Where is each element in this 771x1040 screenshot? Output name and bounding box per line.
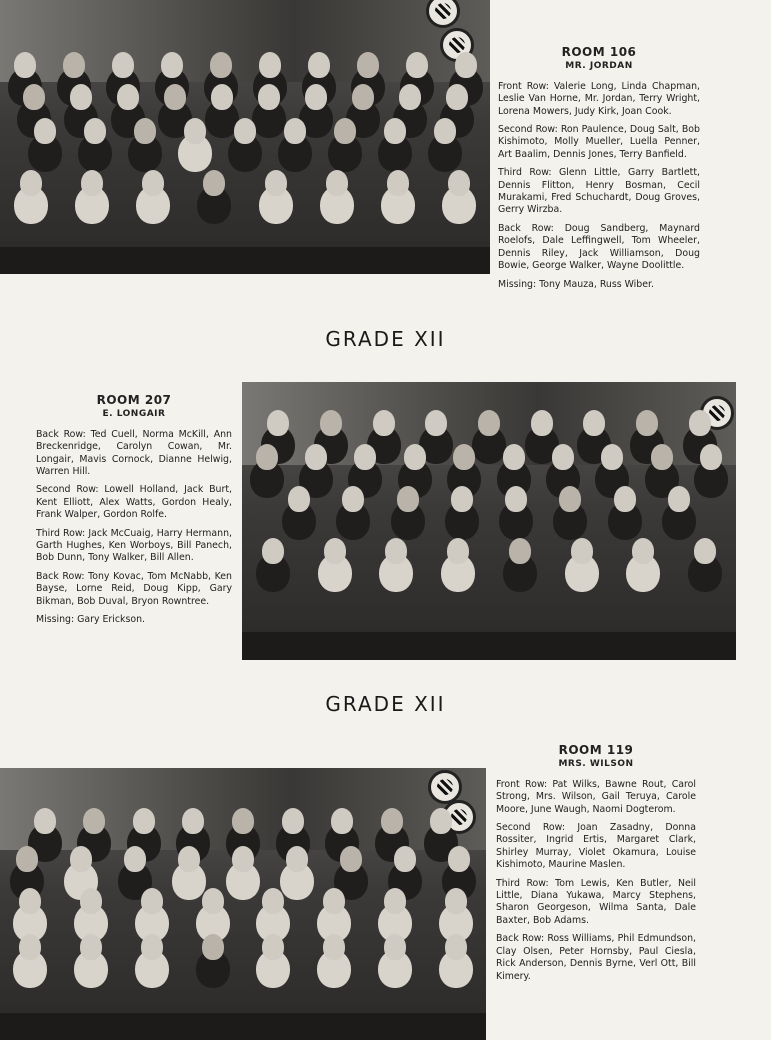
row-names: Third Row: Jack McCuaig, Harry Hermann, Garth Hughes, Ken Worboys, Bill Panech, Bob Dunn, Tony Walker, Bill Allen. xyxy=(36,527,232,564)
row-names: Second Row: Joan Zasadny, Donna Rossiter, Ingrid Ertis, Margaret Clark, Shirley Murray, Violet Okamura, Louise Kishimoto, Maurine Maslen. xyxy=(496,822,696,871)
room-title: ROOM 106 xyxy=(561,45,637,59)
room-119-caption xyxy=(496,744,696,989)
row-names: Front Row: Pat Wilks, Bawne Rout, Carol Strong, Mrs. Wilson, Gail Teruya, Carole Moore, June Waugh, Naomi Dogterom. xyxy=(496,778,696,815)
room-106-class-photo xyxy=(0,0,490,274)
room-207-class-photo xyxy=(242,382,736,660)
grade-heading: GRADE XII xyxy=(325,692,446,716)
grade-heading: GRADE XII xyxy=(325,327,446,351)
row-names: Third Row: Tom Lewis, Ken Butler, Neil Little, Diana Yukawa, Marcy Stephens, Sharon Georgeson, Wilma Santa, Dale Baxter, Bob Adams. xyxy=(496,877,696,926)
missing-names: Missing: Gary Erickson. xyxy=(36,614,145,626)
missing-names: Missing: Tony Mauza, Russ Wiber. xyxy=(498,278,654,290)
room-119-class-photo xyxy=(0,768,486,1040)
teacher-name: MR. JORDAN xyxy=(565,61,633,72)
row-names: Back Row: Doug Sandberg, Maynard Roelofs, Dale Leffingwell, Tom Wheeler, Dennis Riley, Jack Williamson, Doug Bowie, George Walker, Wayne Doolittle. xyxy=(498,222,700,272)
teacher-name: E. LONGAIR xyxy=(102,409,166,420)
row-names: Third Row: Glenn Little, Garry Bartlett, Dennis Flitton, Henry Bosman, Cecil Murakami, Fred Schuchardt, Doug Groves, Gerry Wirzba. xyxy=(498,167,700,216)
room-207-caption xyxy=(36,394,232,633)
row-names: Front Row: Valerie Long, Linda Chapman, Leslie Van Horne, Mr. Jordan, Terry Wright, Lorena Mowers, Judy Kirk, Joan Cook. xyxy=(498,80,700,117)
room-title: ROOM 119 xyxy=(558,743,634,757)
row-names: Second Row: Ron Paulence, Doug Salt, Bob Kishimoto, Molly Mueller, Luella Penner, Art Baalim, Dennis Jones, Terry Banfield. xyxy=(498,124,700,160)
room-106-caption xyxy=(498,46,700,297)
teacher-name: MRS. WILSON xyxy=(558,759,634,770)
row-names: Second Row: Lowell Holland, Jack Burt, Kent Elliott, Alex Watts, Gordon Healy, Frank Walper, Gordon Rolfe. xyxy=(36,484,232,521)
row-names: Back Row: Ross Williams, Phil Edmundson, Clay Olsen, Peter Hornsby, Paul Ciesla, Rick Anderson, Dennis Byrne, Verl Ott, Bill Kimery. xyxy=(496,933,696,982)
row-names: Back Row: Tony Kovac, Tom McNabb, Ken Bayse, Lorne Reid, Doug Kipp, Gary Bikman, Bob Duval, Bryon Rowntree. xyxy=(36,570,232,607)
row-names: Back Row: Ted Cuell, Norma McKill, Ann Breckenridge, Carolyn Cowan, Mr. Longair, Mavis Cornock, Dianne Helwig, Warren Hill. xyxy=(36,428,232,478)
room-title: ROOM 207 xyxy=(96,393,172,407)
